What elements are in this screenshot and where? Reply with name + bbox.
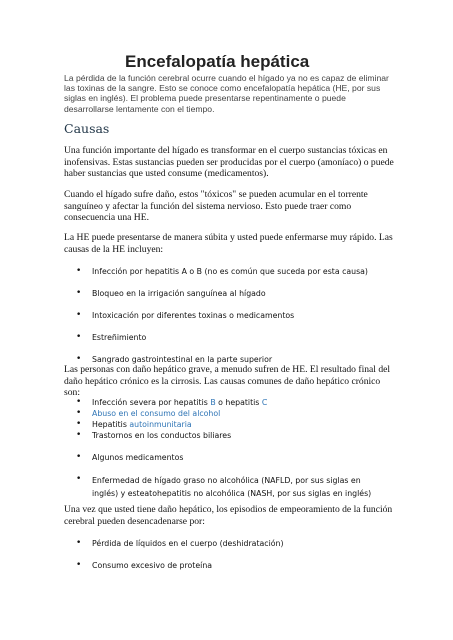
triggers-list [76, 538, 386, 571]
bullet-icon: • [76, 310, 82, 320]
paragraph-he-causes: La HE puede presentarse de manera súbita y usted puede enfermarse muy rápido. Las causas de la HE incluyen: [64, 232, 393, 255]
bullet-icon: • [76, 452, 82, 462]
page-title: Encefalopatía hepática [125, 52, 310, 71]
list-item [76, 397, 386, 408]
bullet-icon: • [76, 474, 82, 484]
list-item-text: Intoxicación por diferentes toxinas o medicamentos [92, 311, 295, 320]
list-item-text: Consumo excesivo de proteína [92, 561, 213, 570]
section-heading-causas: Causas [64, 121, 110, 136]
chronic-causes-list [76, 397, 386, 500]
paragraph-liver-damage: Cuando el hígado sufre daño, estos "tóxicos" se pueden acumular en el torrente sanguíneo y afectar la función del sistema nervioso. Esto puede traer como consecuencia una HE. [64, 189, 368, 224]
bullet-icon: • [76, 408, 82, 418]
intro-paragraph: La pérdida de la función cerebral ocurre cuando el hígado ya no es capaz de eliminar las toxinas de la sangre. Esto se conoce como encefalopatía hepática (HE, por sus siglas en inglés). El problema puede presentarse repentinamente o puede desarrollarse lentamente con el tiempo. [64, 73, 389, 114]
list-item-text: Infección severa por hepatitis [92, 398, 211, 407]
list-item-text: Hepatitis [92, 420, 130, 429]
list-item-text: Enfermedad de hígado graso no alcohólica (NAFLD, por sus siglas en inglés) y esteatohepatitis no alcohólica (NASH, por sus siglas en inglés) [92, 476, 372, 498]
bullet-icon: • [76, 266, 82, 276]
list-item [76, 430, 386, 441]
list-item [76, 419, 386, 430]
list-item-text: Pérdida de líquidos en el cuerpo (deshidratación) [92, 539, 284, 548]
list-item-text: o hepatitis [215, 398, 262, 407]
list-item-text: Infección por hepatitis A o B (no es común que suceda por esta causa) [92, 267, 368, 276]
bullet-icon: • [76, 419, 82, 429]
bullet-icon: • [76, 397, 82, 407]
paragraph-liver-function: Una función importante del hígado es transformar en el cuerpo sustancias tóxicas en inofensivas. Estas sustancias pueden ser producidas por el cuerpo (amoníaco) o puede haber sustancias que usted consume (medicamentos). [64, 145, 394, 180]
list-item [76, 474, 386, 500]
list-item [76, 408, 386, 419]
bullet-icon: • [76, 430, 82, 440]
hepatitis-c-link[interactable]: C [261, 398, 268, 407]
hepatitis-b-link[interactable]: B [210, 398, 216, 407]
list-item-text: Bloqueo en la irrigación sanguínea al hígado [92, 289, 266, 298]
causes-list [76, 266, 386, 365]
autoimmune-hepatitis-link[interactable]: autoinmunitaria [129, 420, 192, 429]
bullet-icon: • [76, 332, 82, 342]
bullet-icon: • [76, 560, 82, 570]
list-item-text: Sangrado gastrointestinal en la parte superior [92, 355, 273, 364]
list-item [76, 332, 386, 343]
list-item [76, 538, 386, 549]
bullet-icon: • [76, 538, 82, 548]
list-item [76, 288, 386, 299]
list-item [76, 310, 386, 321]
list-item [76, 452, 386, 463]
bullet-icon: • [76, 354, 82, 364]
paragraph-triggers: Una vez que usted tiene daño hepático, los episodios de empeoramiento de la función cerebral pueden desencadenarse por: [64, 504, 393, 527]
list-item [76, 266, 386, 277]
alcohol-abuse-link[interactable]: Abuso en el consumo del alcohol [92, 409, 221, 418]
list-item-text: Trastornos en los conductos biliares [92, 431, 232, 440]
list-item [76, 560, 386, 571]
list-item-text: Algunos medicamentos [92, 453, 184, 462]
list-item-text: Estreñimiento [92, 333, 147, 342]
paragraph-chronic-damage: Las personas con daño hepático grave, a menudo sufren de HE. El resultado final del daño hepático crónico es la cirrosis. Las causas comunes de daño hepático crónico son: [64, 364, 391, 399]
bullet-icon: • [76, 288, 82, 298]
